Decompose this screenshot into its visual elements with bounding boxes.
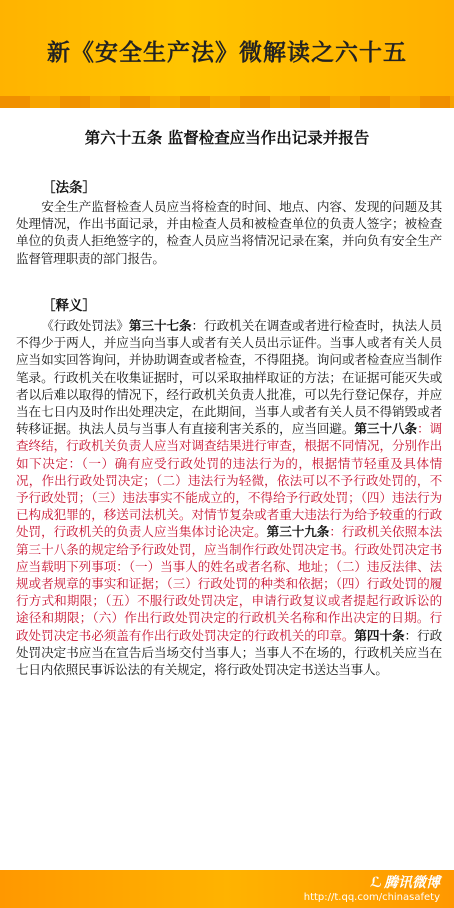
article-38-text: ：调查终结，行政机关负责人应当对调查结果进行审查，根据不同情况，分别作出如下决定：（一）确有应受行政处罚的违法行为的，根据情节轻重及具体情况，作出行政处罚决定；（二）违法行为轻微，依法可以不予行政处罚的，不予行政处罚；（三）违法事实不能成立的，不得给予行政处罚；（四）违法行为已构成犯罪的，移送司法机关。对情节复杂或者重大违法行为给予较重的行政处罚，行政机关的负责人应当集体讨论决定。	[16, 421, 442, 540]
weibo-logo-icon: ℒ	[370, 875, 382, 891]
article-38-label: 第三十八条	[354, 421, 418, 437]
law-label: ［法条］	[42, 180, 96, 196]
tencent-weibo-logo[interactable]	[370, 872, 440, 892]
footer-bar	[0, 870, 454, 908]
article-39-label: 第三十九条	[266, 524, 330, 540]
article-content	[0, 108, 454, 870]
article-title: 第六十五条 监督检查应当作出记录并报告	[84, 129, 370, 147]
header-banner	[0, 0, 454, 108]
article-40-label: 第四十条	[354, 627, 405, 643]
article-37-label: 第三十七条	[128, 318, 192, 333]
article-40-text: ：行政处罚决定书应当在宣告后当场交付当事人；当事人不在场的，行政机关应当在七日内依照民事诉讼法的有关规定，将行政处罚决定书送达当事人。	[16, 627, 442, 678]
law-text: 安全生产监督检查人员应当将检查的时间、地点、内容、发现的问题及其处理情况，作出书面记录，并由检查人员和被检查单位的负责人签字；被检查单位的负责人拒绝签字的，检查人员应当将情况记录在案，并向负有安全生产监督管理职责的部门报告。	[16, 199, 442, 266]
logo-text: 腾讯微博	[384, 875, 440, 891]
footer-url[interactable]: http://t.qq.com/chinasafety	[303, 892, 440, 903]
interpretation-label: ［释义］	[42, 298, 96, 314]
article-37-text: ：行政机关在调查或者进行检查时，执法人员不得少于两人，并应当向当事人或者有关人员出示证件。当事人或者有关人员应当如实回答询问，并协助调查或者检查，不得阻挠。询问或者检查应当制作笔录。行政机关在收集证据时，可以采取抽样取证的方法；在证据可能灭失或者以后难以取得的情况下，经行政机关负责人批准，可以先行登记保存，并应当在七日内及时作出处理决定，在此期间，当事人或者有关人员不得销毁或者转移证据。执法人员与当事人有直接利害关系的，应当回避。	[16, 318, 442, 437]
article-39-text: ：行政机关依照本法第三十八条的规定给予行政处罚，应当制作行政处罚决定书。行政处罚决定书应当载明下列事项：（一）当事人的姓名或者名称、地址；（二）违反法律、法规或者规章的事实和证据；（三）行政处罚的种类和依据；（四）行政处罚的履行方式和期限；（五）不服行政处罚决定，申请行政复议或者提起行政诉讼的途径和期限；（六）作出行政处罚决定的行政机关名称和作出决定的日期。行政处罚决定书必须盖有作出行政处罚决定的行政机关的印章。	[16, 524, 442, 643]
banner-title: 新《安全生产法》微解读之六十五	[47, 38, 407, 66]
banner-stripe	[0, 96, 454, 108]
interp-law-name: 《行政处罚法》	[41, 318, 129, 333]
interpretation-text	[16, 317, 442, 678]
